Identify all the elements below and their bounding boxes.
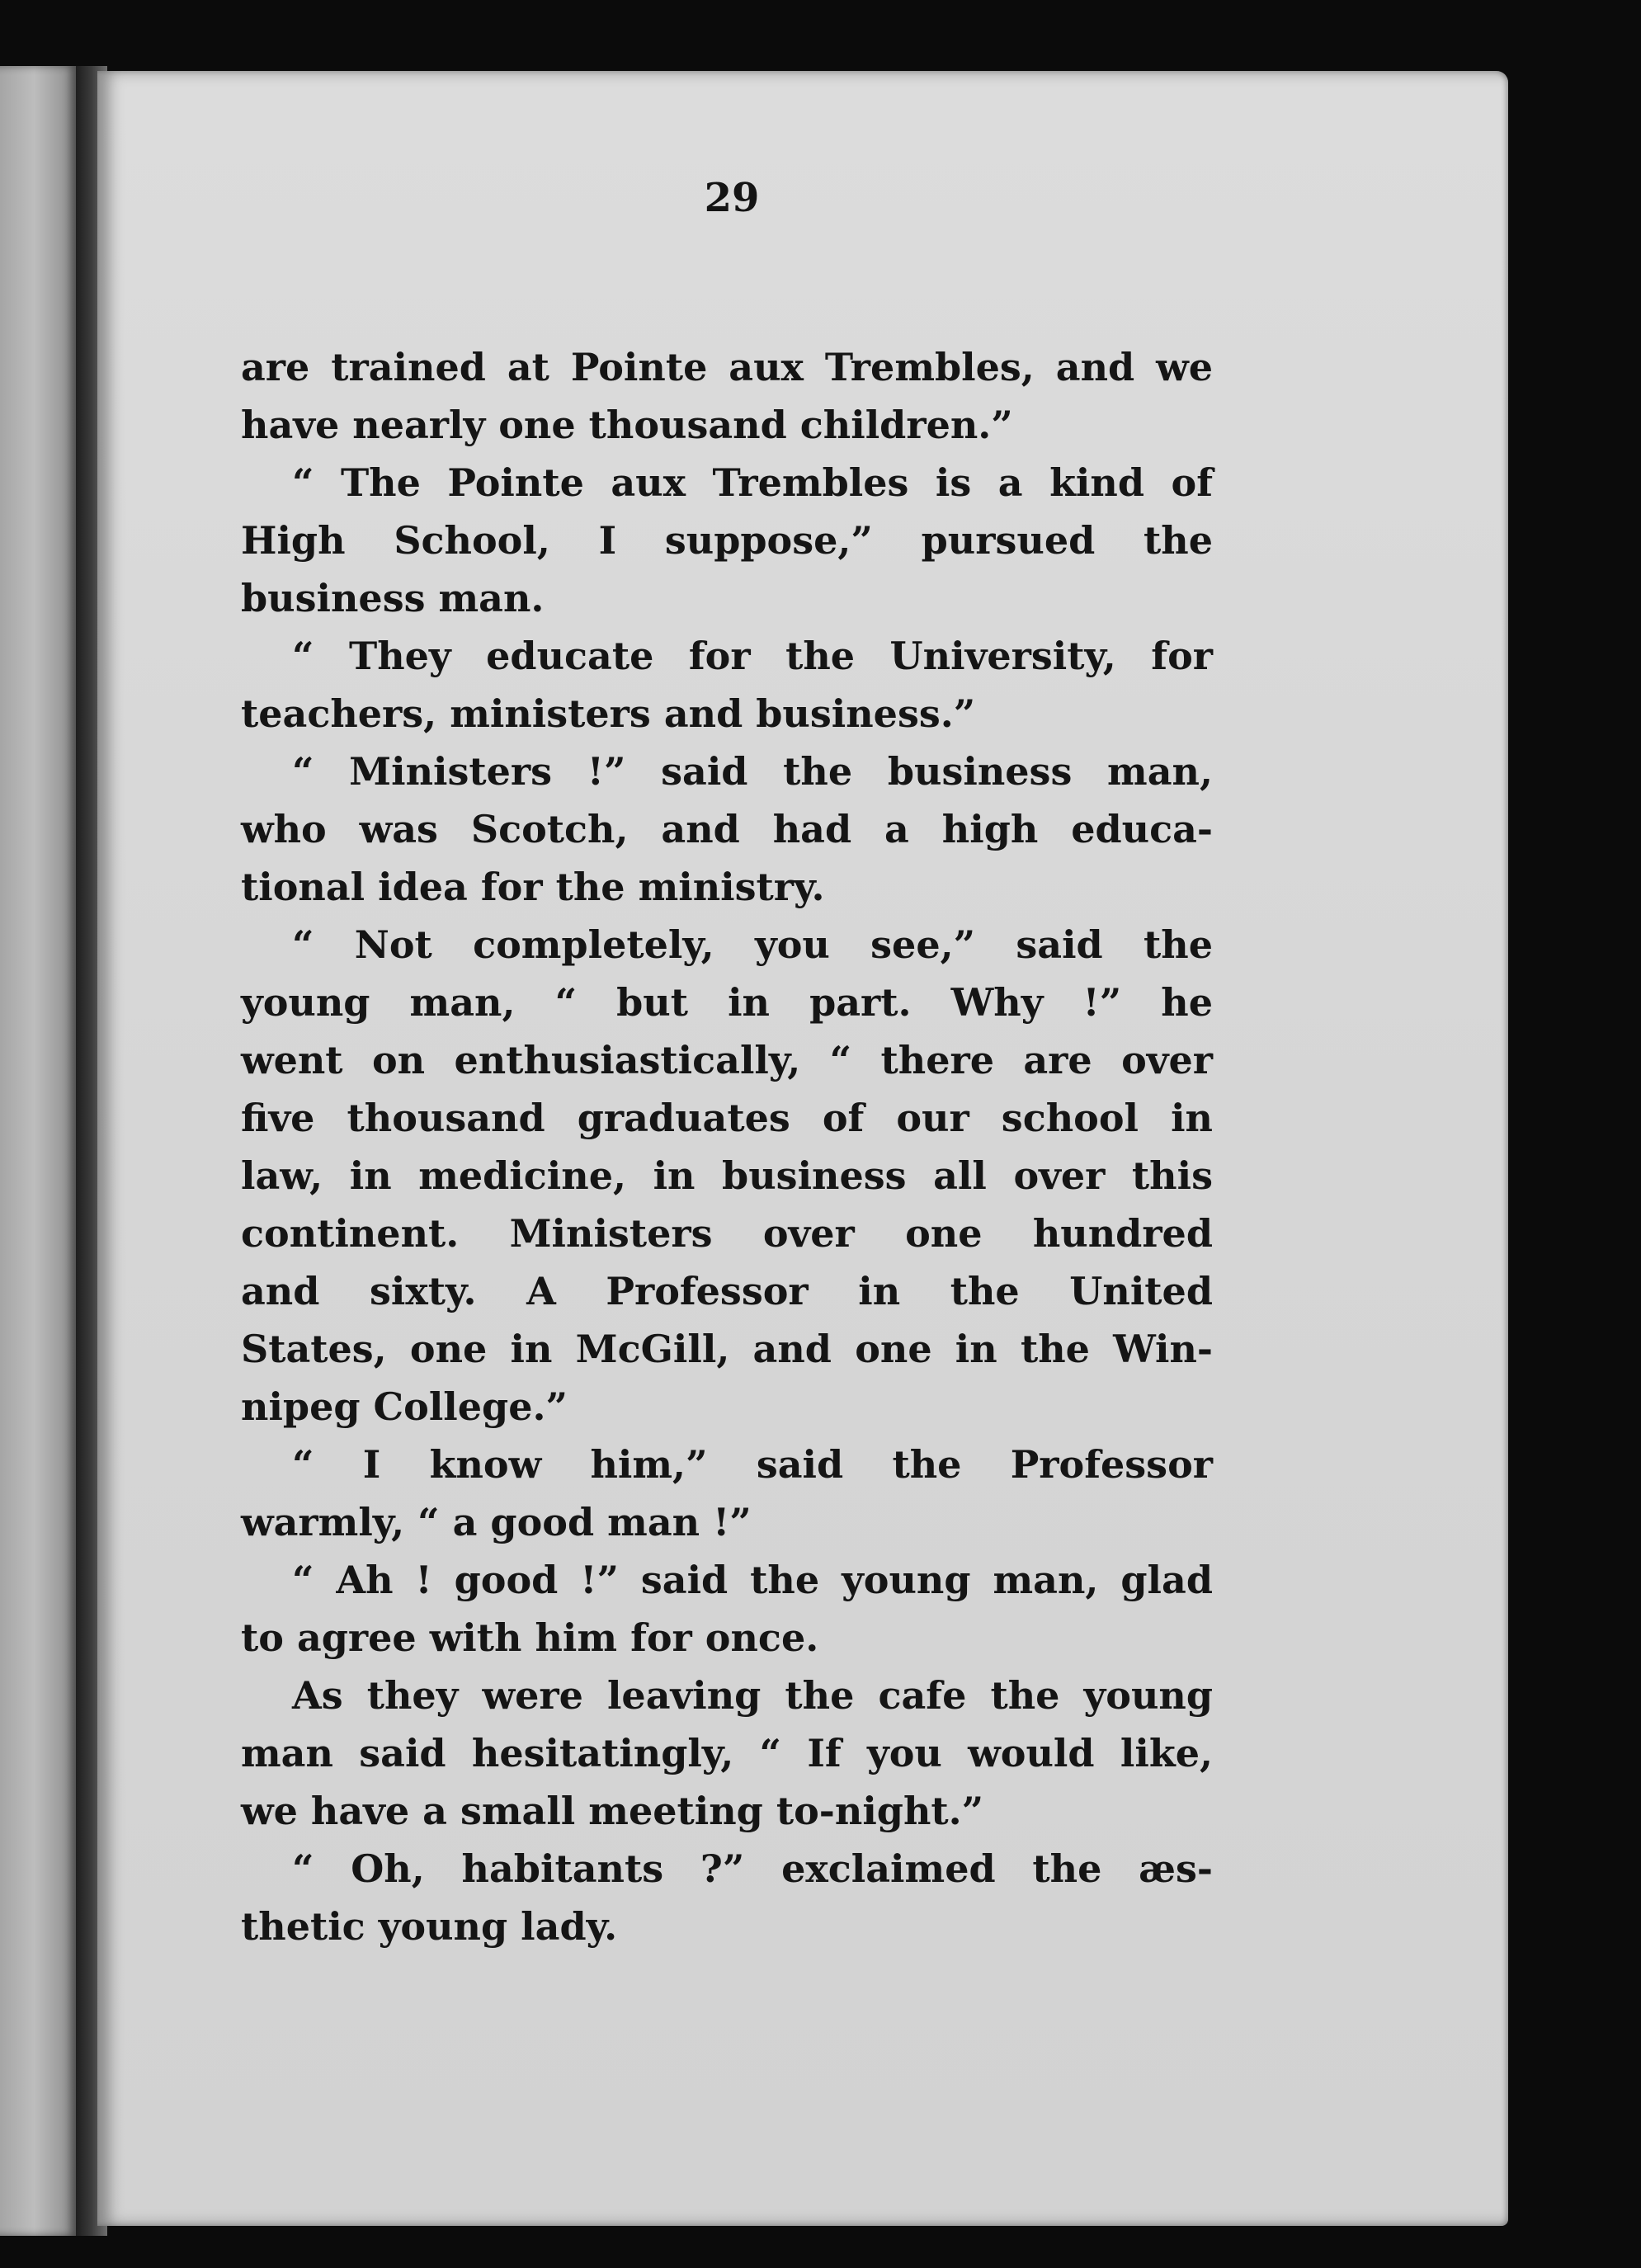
text-line: teachers, ministers and business.” — [241, 691, 976, 736]
left-page-edge — [0, 66, 76, 2236]
text-line: “ I know him,” said the Professor — [292, 1442, 1213, 1487]
text-line: “ The Pointe aux Trembles is a kind of — [292, 460, 1213, 505]
text-line: “ Oh, habitants ?” exclaimed the æs- — [292, 1846, 1213, 1891]
text-line: to agree with him for once. — [241, 1615, 819, 1660]
text-line: As they were leaving the cafe the young — [292, 1673, 1213, 1718]
text-line: young man, “ but in part. Why !” he — [241, 980, 1213, 1025]
text-line: are trained at Pointe aux Trembles, and we — [241, 345, 1213, 389]
page-number: 29 — [704, 175, 760, 221]
text-line: business man. — [241, 576, 545, 620]
body-text — [241, 338, 1213, 1955]
text-line: States, one in McGill, and one in the Win- — [241, 1327, 1213, 1371]
text-line: we have a small meeting to-night.” — [241, 1789, 984, 1833]
text-line: continent. Ministers over one hundred — [241, 1211, 1213, 1256]
text-line: five thousand graduates of our school in — [241, 1096, 1213, 1140]
text-line: “ They educate for the University, for — [292, 634, 1213, 678]
text-line: “ Not completely, you see,” said the — [292, 922, 1213, 967]
text-line: tional idea for the ministry. — [241, 865, 825, 909]
text-line: “ Ministers !” said the business man, — [292, 749, 1213, 794]
text-line: went on enthusiastically, “ there are over — [241, 1038, 1213, 1082]
text-line: man said hesitatingly, “ If you would like, — [241, 1731, 1213, 1775]
text-line: have nearly one thousand children.” — [241, 403, 1013, 447]
text-line: who was Scotch, and had a high educa- — [241, 807, 1213, 851]
text-line: warmly, “ a good man !” — [241, 1500, 752, 1544]
text-line: and sixty. A Professor in the United — [241, 1269, 1213, 1313]
text-line: thetic young lady. — [241, 1904, 618, 1949]
text-line: nipeg College.” — [241, 1384, 568, 1429]
text-line: High School, I suppose,” pursued the — [241, 518, 1213, 563]
text-line: “ Ah ! good !” said the young man, glad — [292, 1558, 1213, 1602]
text-line: law, in medicine, in business all over this — [241, 1153, 1213, 1198]
